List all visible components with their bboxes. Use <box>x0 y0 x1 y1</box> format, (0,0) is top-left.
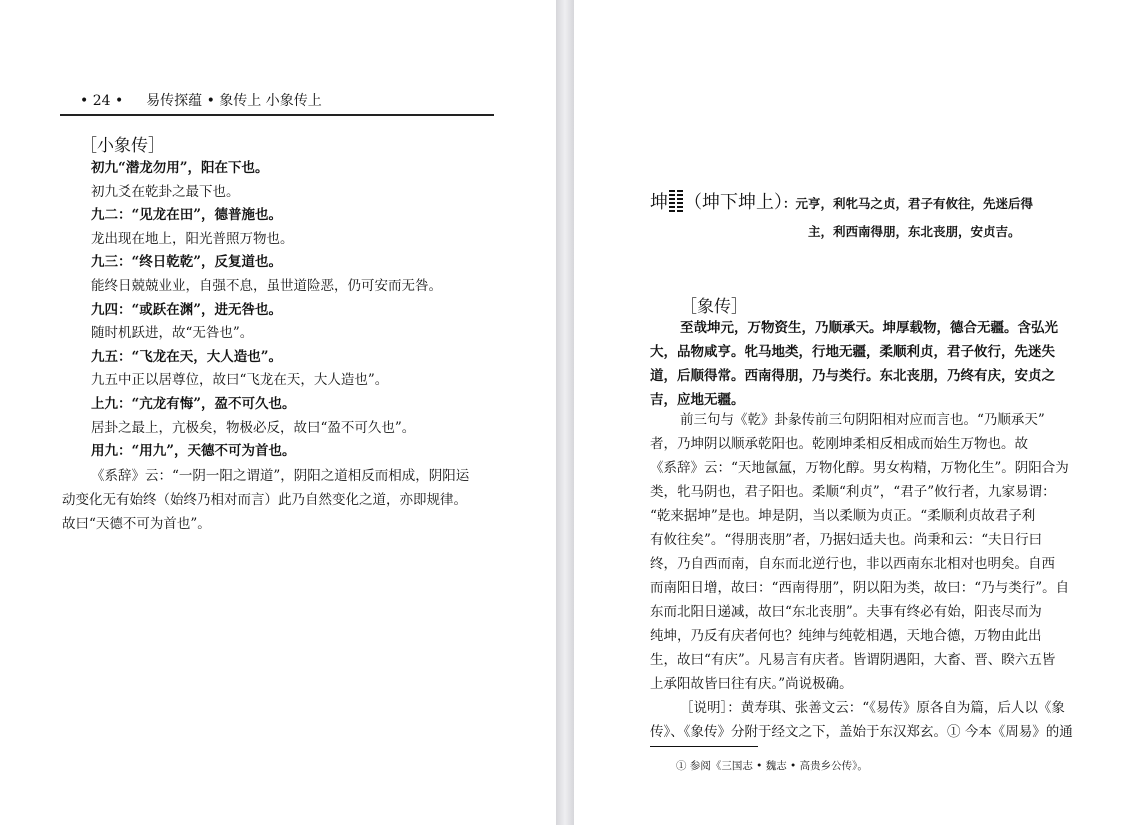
text-line: 能终日兢兢业业，自强不息，虽世道险恶，仍可安而无咎。 <box>91 278 442 294</box>
text-line: “乾来据坤”是也。坤是阴，当以柔顺为贞正。“柔顺利贞故君子利 <box>650 508 1036 524</box>
section-title-xiaoxiang: ［小象传］ <box>80 136 165 156</box>
text-line: 龙出现在地上，阳光普照万物也。 <box>91 230 294 247</box>
hexagram-char: 坤 <box>650 192 668 213</box>
text-line: 九五：“飞龙在天，大人造也”。 <box>91 348 283 365</box>
running-header-text: 易传探蕴 • 象传上 小象传上 <box>146 93 322 109</box>
text-line: 有攸往矣”。“得朋丧朋”者，乃据妇适夫也。尚秉和云：“夫日行曰 <box>650 532 1043 548</box>
text-line: 纯坤，乃反有庆者何也？纯绅与纯乾相遇，天地合德，万物由此出 <box>650 628 1042 644</box>
text-line: 九五中正以居尊位，故曰“飞龙在天，大人造也”。 <box>91 372 389 389</box>
hexagram-structure: （坤下坤上） <box>684 192 783 213</box>
text-line: 上承阳故皆曰往有庆。”尚说极确。 <box>650 676 853 692</box>
running-header <box>80 90 322 110</box>
section-title-tuan: ［象传］ <box>680 297 748 317</box>
footnote-rule <box>650 746 758 747</box>
text-line: 上九：“亢龙有悔”，盈不可久也。 <box>91 396 296 412</box>
text-line: 终，乃自西而南，自东而北逆行也，非以西南东北相对也明矣。自西 <box>650 556 1055 572</box>
text-line: 居卦之最上，亢极矣，物极必反，故曰“盈不可久也”。 <box>91 419 416 436</box>
paragraph-line: 动变化无有始终（始终乃相对而言）此乃自然变化之道，亦即规律。 <box>62 492 467 508</box>
text-line: 前三句与《乾》卦彖传前三句阴阳相对应而言也。“乃顺承天” <box>680 412 1045 428</box>
text-line: 而南阳日增，故曰：“西南得朋”，阴以阳为类，故曰：“乃与类行”。自 <box>650 580 1070 596</box>
note-line: 传》、《象传》分附于经文之下，盖始于东汉郑玄。① 今本《周易》的通 <box>650 724 1073 740</box>
text-line: 生，故曰“有庆”。凡易言有庆者。皆谓阴遇阳，大畜、晋、睽六五皆 <box>650 652 1056 668</box>
header-rule <box>60 114 494 116</box>
hexagram-verse-line2: 主，利西南得朋，东北丧朋，安贞吉。 <box>808 224 1021 239</box>
paragraph-line: 《系辞》云：“一阴一阳之谓道”，阴阳之道相反而相成，阴阳运 <box>91 468 470 484</box>
text-line: 初九“潜龙勿用”，阳在下也。 <box>91 160 269 176</box>
text-line: 随时机跃进，故“无咎也”。 <box>91 325 254 342</box>
note-line: ［说明］：黄寿琪、张善文云：“《易传》原各自为篇，后人以《象 <box>680 700 1065 716</box>
text-line: 东而北阳日递减，故曰“东北丧朋”。夫事有终必有始，阳丧尽而为 <box>650 604 1042 620</box>
hexagram-verse-line1: ：元亨，利牝马之贞，君子有攸往，先迷后得 <box>783 196 1034 211</box>
page-number: • 24 • <box>80 93 124 109</box>
hexagram-title <box>650 188 1033 214</box>
text-line: 《系辞》云：“天地氤氲，万物化醇。男女构精，万物化生”。阴阳合为 <box>650 460 1069 476</box>
text-line: 初九爻在乾卦之最下也。 <box>91 183 240 200</box>
paragraph-line: 故曰“天德不可为首也”。 <box>62 516 211 532</box>
footnote: ① 参阅《三国志 • 魏志 • 高贵乡公传》。 <box>676 760 868 772</box>
text-line: 九二：“见龙在田”，德普施也。 <box>91 207 283 224</box>
text-line: 大，品物咸亨。牝马地类，行地无疆，柔顺利贞，君子攸行，先迷失 <box>650 344 1055 360</box>
text-line: 吉，应地无疆。 <box>650 392 745 408</box>
text-line: 道，后顺得常。西南得朋，乃与类行。东北丧朋，乃终有庆，安贞之 <box>650 368 1055 384</box>
kun-trigram-icon <box>669 188 683 212</box>
text-line: 至哉坤元，万物资生，乃顺承天。坤厚载物，德合无疆。含弘光 <box>680 320 1058 336</box>
page-gutter <box>556 0 574 825</box>
text-line: 九三：“终日乾乾”，反复道也。 <box>91 254 283 271</box>
text-line: 者，乃坤阴以顺承乾阳也。乾刚坤柔相反相成而始生万物也。故 <box>650 436 1028 452</box>
text-line: 用九：“用九”，天德不可为首也。 <box>91 443 296 460</box>
text-line: 九四：“或跃在渊”，进无咎也。 <box>91 301 283 318</box>
text-line: 类，牝马阴也，君子阳也。柔顺“利贞”，“君子”攸行者，九家易谓： <box>650 484 1056 500</box>
